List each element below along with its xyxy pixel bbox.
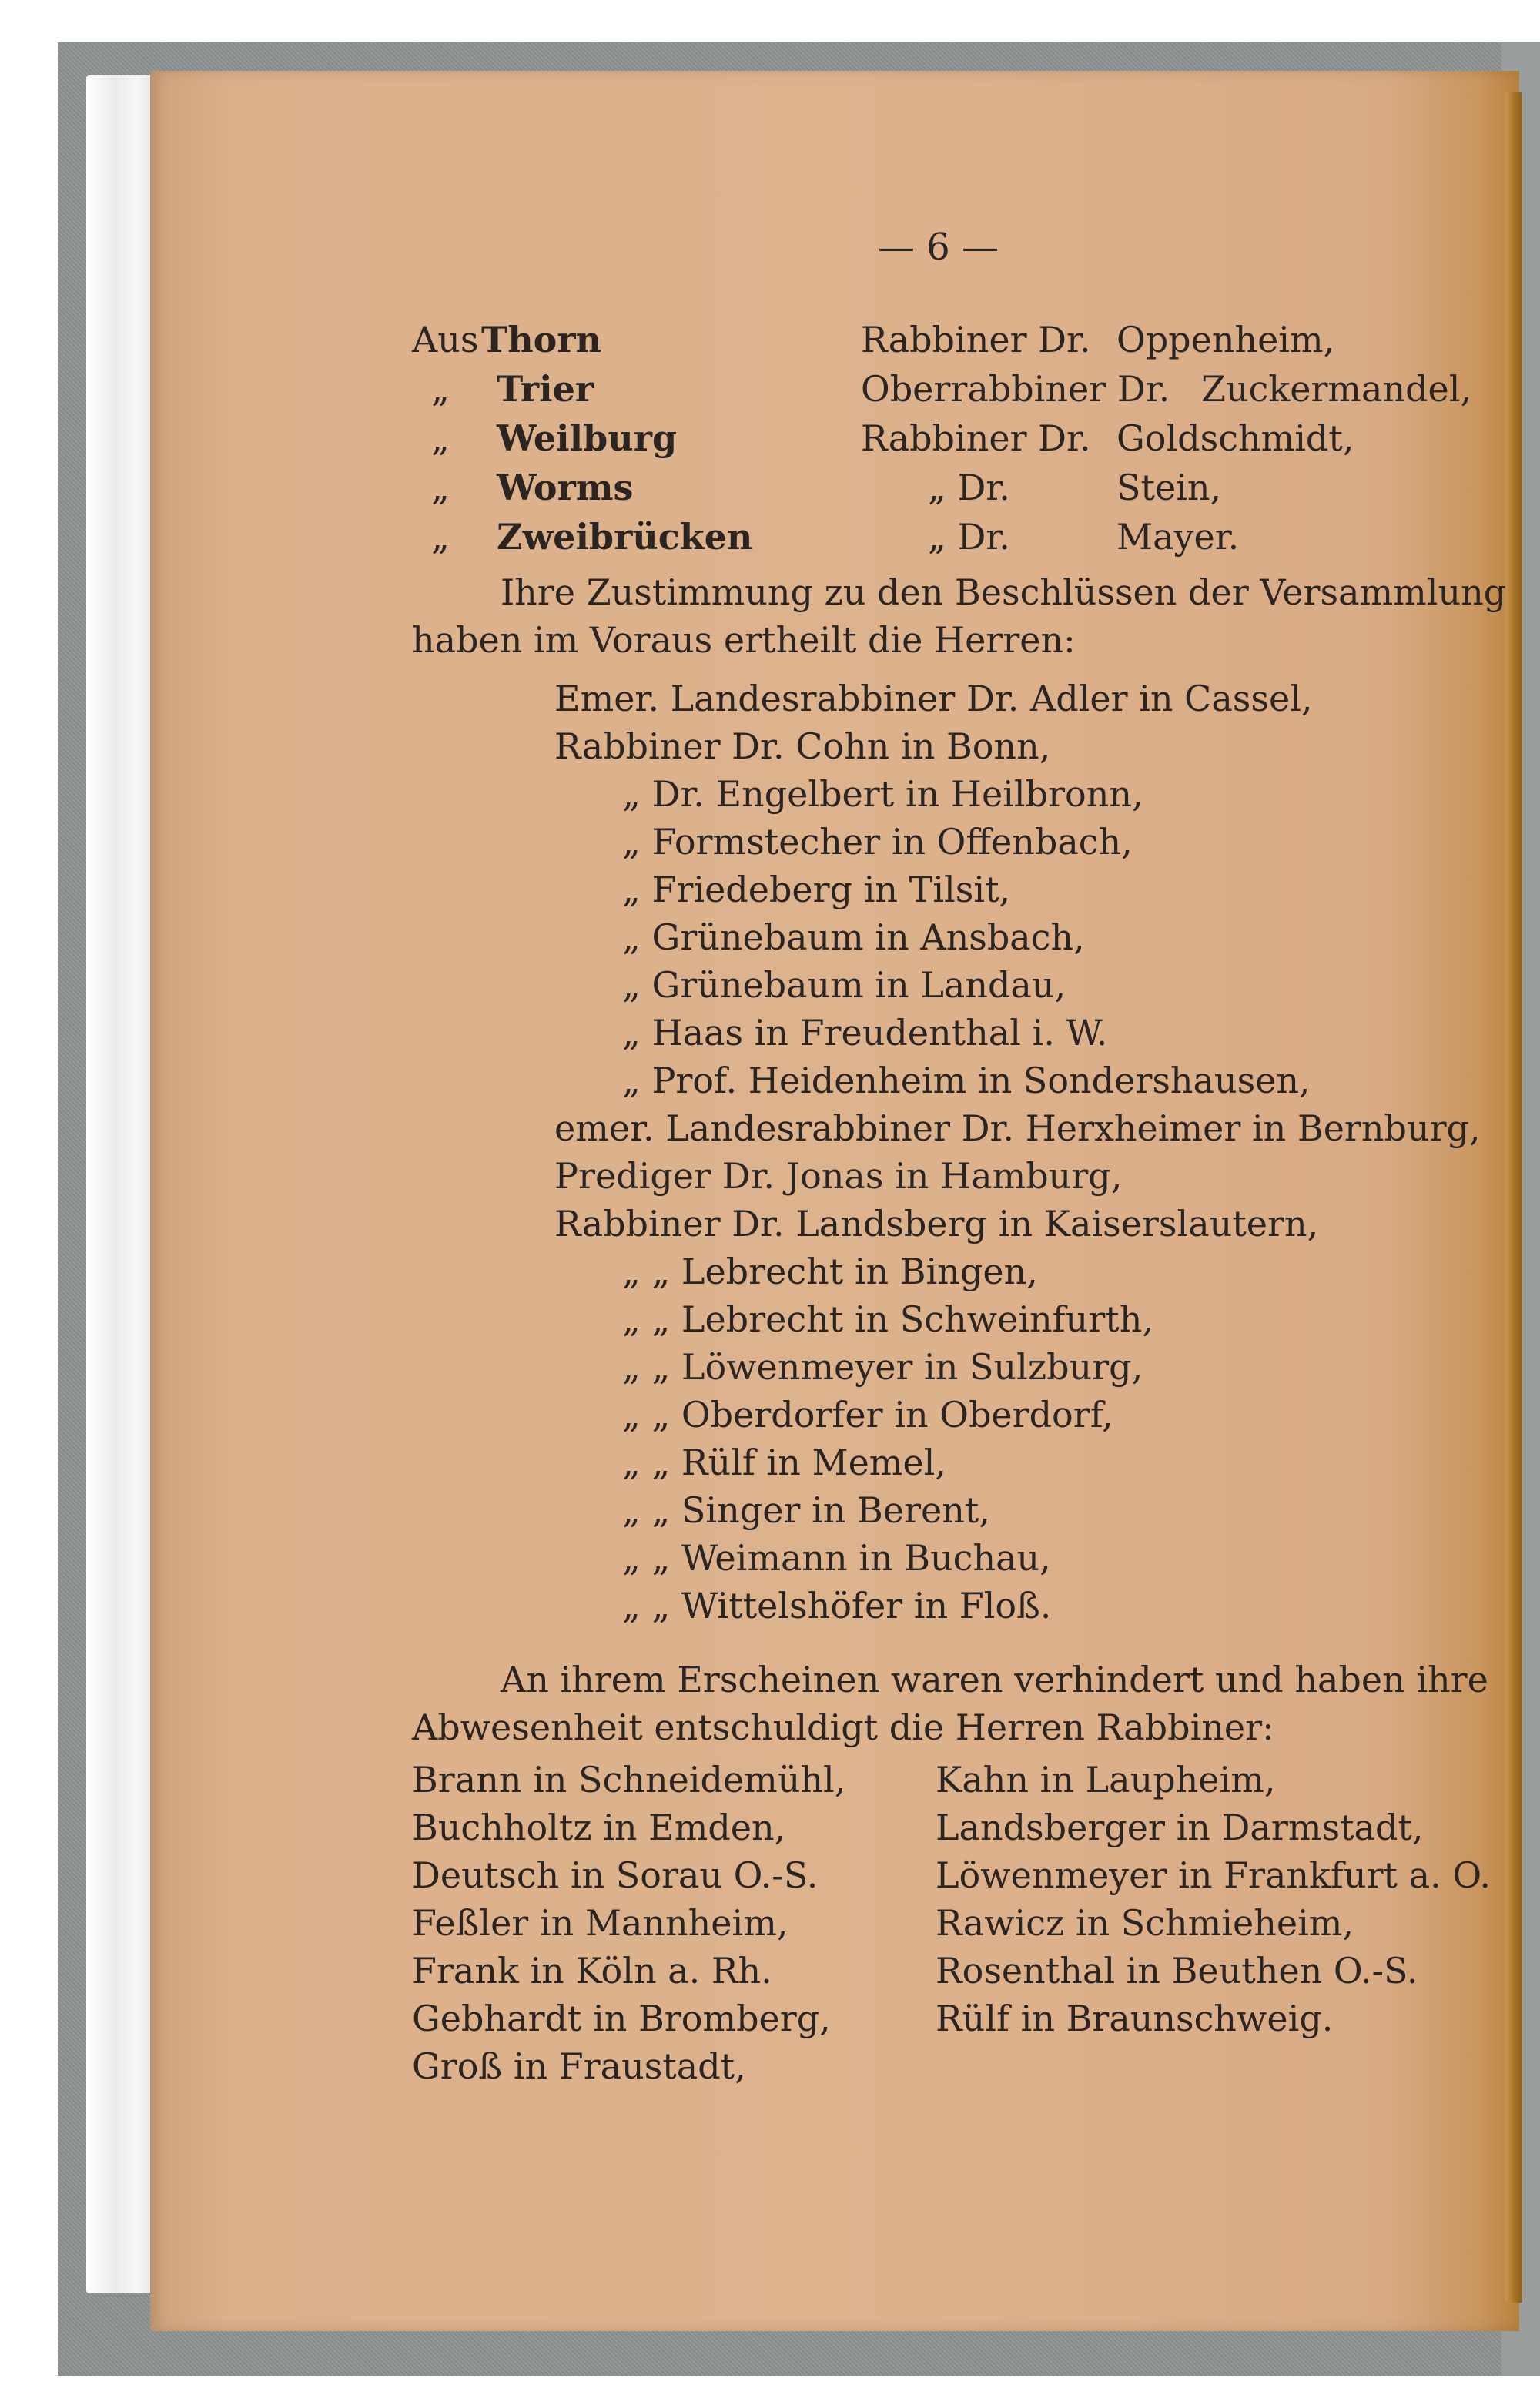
absent-left-item: Frank in Köln a. Rh. (412, 1950, 772, 1991)
delegate-title: Rabbiner Dr. (861, 417, 1091, 459)
consent-list-item: „ „ Wittelshöfer in Floß. (622, 1585, 1052, 1626)
consent-list-item: „ „ Lebrecht in Bingen, (622, 1251, 1038, 1292)
consent-list-item: Emer. Landesrabbiner Dr. Adler in Cassel, (554, 678, 1313, 719)
consent-intro-line: Ihre Zustimmung zu den Beschlüssen der Versammlung (500, 571, 1507, 613)
consent-list-item: „ „ Oberdorfer in Oberdorf, (622, 1394, 1113, 1435)
absent-right-item: Landsberger in Darmstadt, (936, 1807, 1424, 1848)
consent-list-item: „ „ Lebrecht in Schweinfurth, (622, 1298, 1153, 1340)
delegate-name: Oppenheim, (1116, 319, 1335, 360)
consent-list-item: „ „ Weimann in Buchau, (622, 1537, 1051, 1579)
consent-list-item: „ Friedeberg in Tilsit, (622, 869, 1011, 910)
consent-list-item: „ Prof. Heidenheim in Sondershausen, (622, 1060, 1311, 1101)
delegate-title: „ Dr. (928, 467, 1010, 508)
absence-intro-line: Abwesenheit entschuldigt die Herren Rabbiner: (412, 1707, 1274, 1748)
absent-right-item: Rawicz in Schmieheim, (936, 1902, 1354, 1944)
consent-list-item: „ Formstecher in Offenbach, (622, 821, 1133, 863)
consent-list-item: emer. Landesrabbiner Dr. Herxheimer in Bernburg, (554, 1107, 1481, 1149)
absent-right-item: Kahn in Laupheim, (936, 1759, 1276, 1800)
consent-list-item: „ „ Singer in Berent, (622, 1489, 990, 1531)
absent-left-item: Groß in Fraustadt, (412, 2045, 746, 2087)
page-number: — 6 — (878, 226, 999, 269)
absent-left-item: Brann in Schneidemühl, (412, 1759, 846, 1800)
consent-list-item: Rabbiner Dr. Landsberg in Kaiserslautern, (554, 1203, 1319, 1244)
delegate-prefix: „ (431, 417, 450, 459)
consent-list-item: „ „ Löwenmeyer in Sulzburg, (622, 1346, 1143, 1388)
delegate-city: Weilburg (497, 417, 678, 459)
delegate-name: Stein, (1116, 467, 1222, 508)
delegate-name: Mayer. (1116, 516, 1240, 558)
absent-left-item: Deutsch in Sorau O.-S. (412, 1854, 819, 1896)
absent-right-item: Rosenthal in Beuthen O.-S. (936, 1950, 1418, 1991)
delegate-city: Thorn (481, 319, 602, 360)
delegate-prefix: Aus (412, 319, 479, 360)
consent-list-item: „ Dr. Engelbert in Heilbronn, (622, 773, 1143, 815)
absent-right-item: Löwenmeyer in Frankfurt a. O. (936, 1854, 1491, 1896)
page-edge (1505, 92, 1522, 2303)
delegate-city: Worms (497, 467, 634, 508)
delegate-city: Zweibrücken (497, 516, 753, 558)
delegate-name: Zuckermandel, (1201, 368, 1472, 410)
consent-intro-line: haben im Voraus ertheilt die Herren: (412, 619, 1076, 661)
delegate-title: Oberrabbiner Dr. (861, 368, 1170, 410)
absent-left-item: Buchholtz in Emden, (412, 1807, 786, 1848)
consent-list-item: Prediger Dr. Jonas in Hamburg, (554, 1155, 1123, 1197)
absent-left-item: Feßler in Mannheim, (412, 1902, 788, 1944)
delegate-title: „ Dr. (928, 516, 1010, 558)
absent-left-item: Gebhardt in Bromberg, (412, 1998, 831, 2039)
consent-list-item: „ Grünebaum in Ansbach, (622, 916, 1085, 958)
delegate-prefix: „ (431, 467, 450, 508)
page-leaves (86, 75, 159, 2293)
delegate-city: Trier (497, 368, 594, 410)
delegate-prefix: „ (431, 368, 450, 410)
delegate-prefix: „ (431, 516, 450, 558)
absence-intro-line: An ihrem Erscheinen waren verhindert und haben ihre (500, 1659, 1488, 1700)
delegate-name: Goldschmidt, (1116, 417, 1354, 459)
consent-list-item: „ Haas in Freudenthal i. W. (622, 1012, 1108, 1053)
consent-list-item: Rabbiner Dr. Cohn in Bonn, (554, 725, 1051, 767)
absent-right-item: Rülf in Braunschweig. (936, 1998, 1334, 2039)
consent-list-item: „ „ Rülf in Memel, (622, 1442, 946, 1483)
delegate-title: Rabbiner Dr. (861, 319, 1091, 360)
consent-list-item: „ Grünebaum in Landau, (622, 964, 1066, 1006)
